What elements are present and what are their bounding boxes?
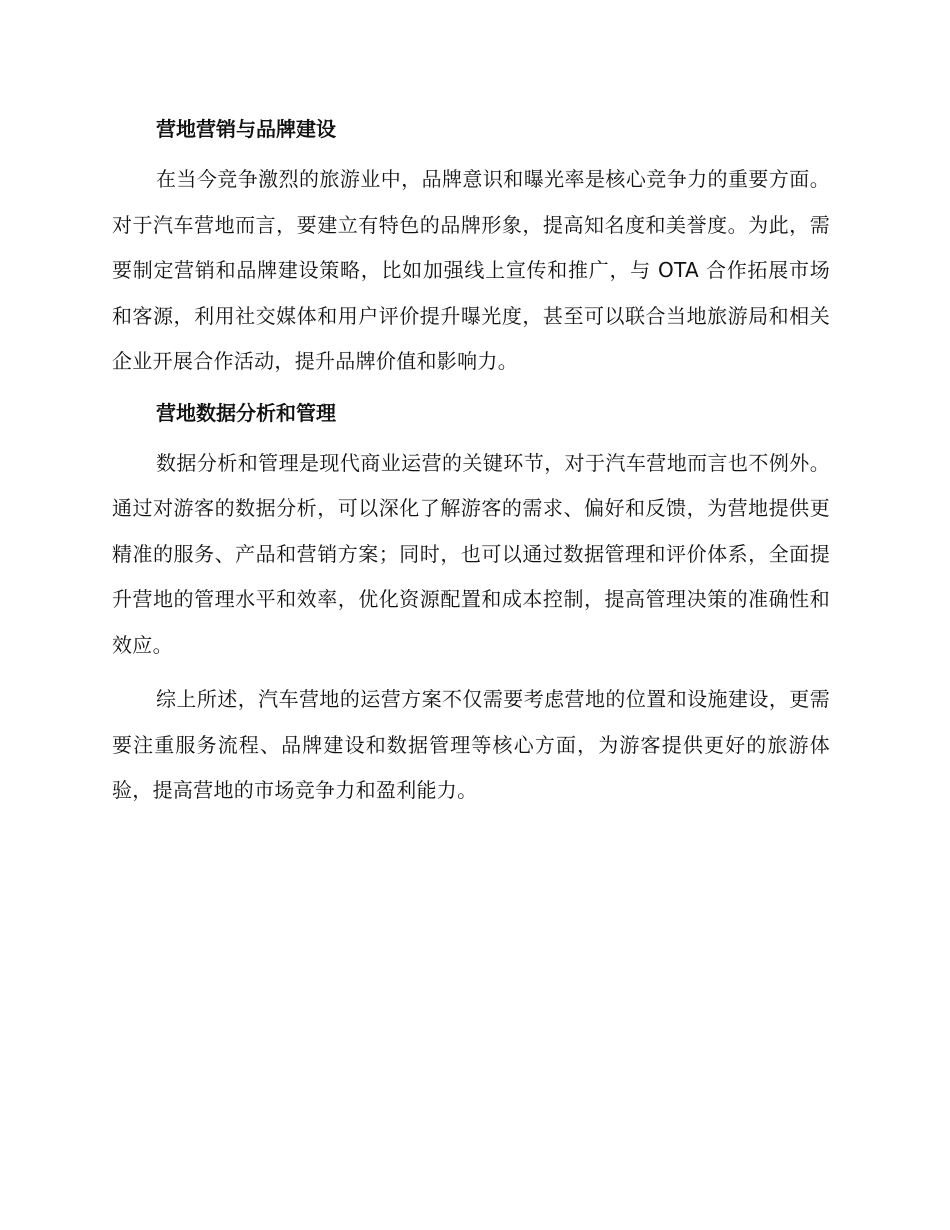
section-paragraph-data: 数据分析和管理是现代商业运营的关键环节，对于汽车营地而言也不例外。通过对游客的数据分析，可以深化了解游客的需求、偏好和反馈，为营地提供更精准的服务、产品和营销方案；同时，也可以通过数据管理和评价体系，全面提升营地的管理水平和效率，优化资源配置和成本控制，提高管理决策的准确性和效应。 [112, 450, 830, 657]
conclusion-paragraph: 综上所述，汽车营地的运营方案不仅需要考虑营地的位置和设施建设，更需要注重服务流程、品牌建设和数据管理等核心方面，为游客提供更好的旅游体验，提高营地的市场竞争力和盈利能力。 [112, 687, 830, 802]
section-heading-data: 营地数据分析和管理 [156, 400, 336, 425]
section-heading-marketing: 营地营销与品牌建设 [156, 117, 336, 141]
section-paragraph-marketing: 在当今竞争激烈的旅游业中，品牌意识和曝光率是核心竞争力的重要方面。对于汽车营地而言，要建立有特色的品牌形象，提高知名度和美誉度。为此，需要制定营销和品牌建设策略，比如加强线上宣传和推广，与 OTA 合作拓展市场和客源，利用社交媒体和用户评价提升曝光度，甚至可以联合当地旅游局和相关企业开展合作活动，提升品牌价值和影响力。 [112, 167, 830, 373]
document-page [112, 110, 830, 823]
